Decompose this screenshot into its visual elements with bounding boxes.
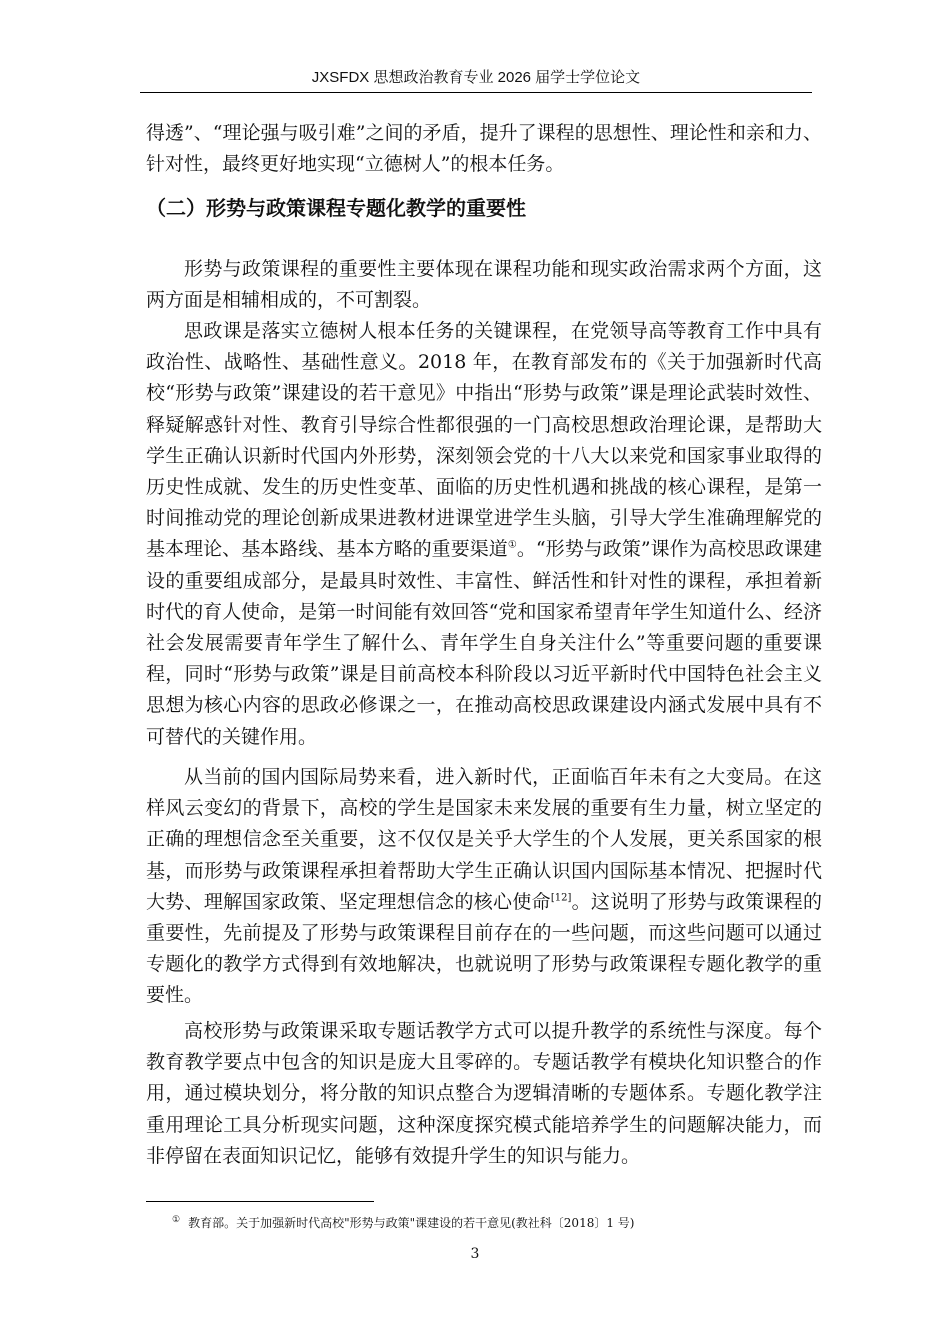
page-number: 3 — [470, 1246, 480, 1262]
running-header: JXSFDX 思想政治教育专业 2026 届学士学位论文 — [311, 69, 641, 86]
footnote-ref[interactable]: ① — [507, 540, 517, 552]
paragraph-text: 从当前的国内国际局势来看，进入新时代，正面临百年未有之大变局。在这样风云变幻的背景下，高校的学生是国家未来发展的重要有生力量，树立坚定的正确的理想信念至关重要，这不仅仅是关乎大学生的个人发展，更关系国家的根基，而形势与政策课程承担着帮助大学生正确认识国内国际基本情况、把握时代大势、理解国家政策、坚定理想信念的核心使命 — [146, 766, 822, 913]
paragraph-text: 。这说明了形势与政策课程的重要性，先前提及了形势与政策课程目前存在的一些问题，而这些问题可以通过专题化的教学方式得到有效地解决，也就说明了形势与政策课程专题化教学的重要性。 — [146, 890, 822, 1007]
paragraph-continued: 得透”、“理论强与吸引难”之间的矛盾，提升了课程的思想性、理论性和亲和力、针对性，最终更好地实现“立德树人”的根本任务。 — [146, 122, 822, 176]
paragraph-thematic-teaching: 高校形势与政策课采取专题话教学方式可以提升教学的系统性与深度。每个教育教学要点中包含的知识是庞大且零碎的。专题话教学有模块化知识整合的作用，通过模块划分，将分散的知识点整合为逻辑清晰的专题体系。专题化教学注重用理论工具分析现实问题，这种深度探究模式能培养学生的问题解决能力，而非停留在表面知识记忆，能够有效提升学生的知识与能力。 — [146, 1020, 822, 1167]
footnote-mark: ① — [172, 1215, 181, 1225]
footnote-text: 教育部。关于加强新时代高校"形势与政策"课建设的若干意见(教社科〔2018〕1 号) — [188, 1216, 635, 1230]
paragraph-political-need — [146, 762, 822, 1012]
paragraph-text: 。“形势与政策”课作为高校思政课建设的重要组成部分，是最具时效性、丰富性、鲜活性和针对性的课程，承担着新时代的育人使命，是第一时间能有效回答“党和国家希望青年学生知道什么、经济社会发展需要青年学生了解什么、青年学生自身关注什么”等重要问题的重要课程，同时“形势与政策”课是目前高校本科阶段以习近平新时代中国特色社会主义思想为核心内容的思政必修课之一，在推动高校思政课建设内涵式发展中具有不可替代的关键作用。 — [146, 538, 822, 748]
paragraph-course-function — [146, 316, 822, 753]
footnote — [172, 1210, 812, 1233]
citation-ref[interactable]: [12] — [550, 892, 572, 904]
paragraph-text: 思政课是落实立德树人根本任务的关键课程，在党领导高等教育工作中具有政治性、战略性、基础性意义。2018 年，在教育部发布的《关于加强新时代高校“形势与政策”课建设的若干意见》中指出“形势与政策”课是理论武装时效性、释疑解惑针对性、教育引导综合性都很强的一门高校思想政治理论课，是帮助大学生正确认识新时代国内外形势，深刻领会党的十八大以来党和国家事业取得的历史性成就、发生的历史性变革、面临的历史性机遇和挑战的核心课程，是第一时间推动党的理论创新成果进教材进课堂进学生头脑，引导大学生准确理解党的基本理论、基本路线、基本方略的重要渠道 — [146, 320, 822, 561]
paragraph-importance-intro: 形势与政策课程的重要性主要体现在课程功能和现实政治需求两个方面，这两方面是相辅相成的，不可割裂。 — [146, 258, 822, 312]
footnote-rule — [146, 1201, 374, 1202]
header-rule — [140, 92, 812, 93]
section-heading: （二）形势与政策课程专题化教学的重要性 — [146, 196, 526, 220]
